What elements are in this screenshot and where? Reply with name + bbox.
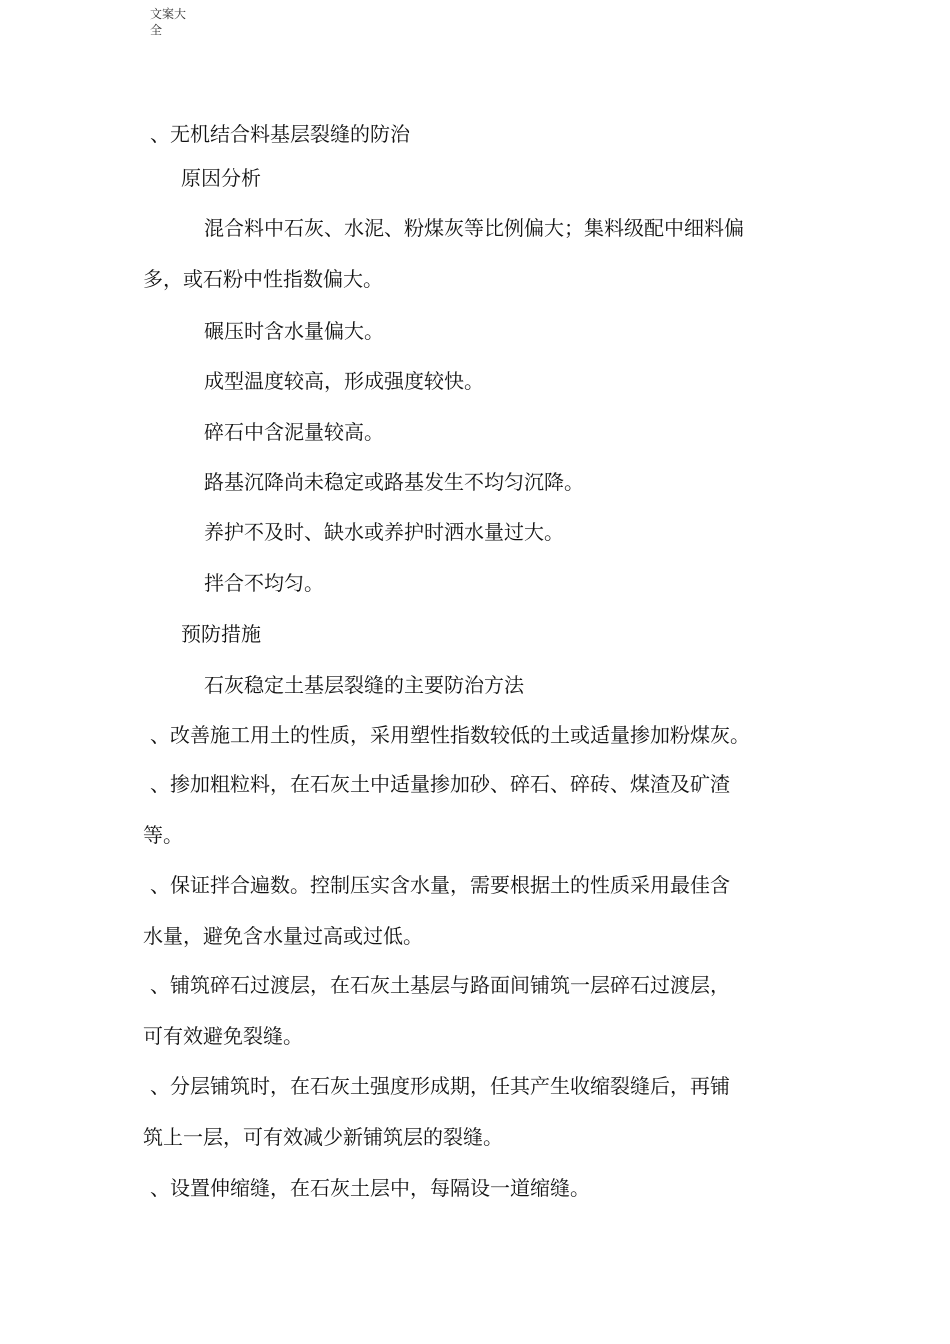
header-mark: 文案大全 <box>150 7 187 37</box>
measure-item: 、设置伸缩缝，在石灰土层中，每隔设一道缩缝。 <box>150 1176 590 1200</box>
cause-item: 拌合不均匀。 <box>204 571 324 595</box>
cause-item: 成型温度较高，形成强度较快。 <box>204 369 484 393</box>
measure-paragraph <box>143 1061 818 1163</box>
measure-line: 、掺加粗粒料，在石灰土中适量掺加砂、碎石、碎砖、煤渣及矿渣 <box>150 772 730 796</box>
measure-paragraph <box>143 759 818 861</box>
prevention-subheading: 石灰稳定土基层裂缝的主要防治方法 <box>204 673 524 697</box>
cause-paragraph <box>143 203 818 305</box>
cause-line: 混合料中石灰、水泥、粉煤灰等比例偏大；集料级配中细料偏 <box>204 216 744 240</box>
measure-paragraph <box>143 860 818 962</box>
cause-item: 养护不及时、缺水或养护时洒水量过大。 <box>204 520 564 544</box>
prevention-heading: 预防措施 <box>181 622 261 646</box>
cause-item: 路基沉降尚未稳定或路基发生不均匀沉降。 <box>204 470 584 494</box>
measure-item: 、改善施工用土的性质，采用塑性指数较低的土或适量掺加粉煤灰。 <box>150 723 750 747</box>
measure-line: 、铺筑碎石过渡层，在石灰土基层与路面间铺筑一层碎石过渡层， <box>150 973 730 997</box>
measure-line-continued: 筑上一层，可有效减少新铺筑层的裂缝。 <box>143 1125 503 1149</box>
measure-line-continued: 水量，避免含水量过高或过低。 <box>143 924 423 948</box>
measure-line-continued: 可有效避免裂缝。 <box>143 1024 303 1048</box>
cause-heading: 原因分析 <box>181 166 261 190</box>
measure-line-continued: 等。 <box>143 823 183 847</box>
measure-line: 、保证拌合遍数。控制压实含水量，需要根据土的性质采用最佳含 <box>150 873 730 897</box>
section-title: 、无机结合料基层裂缝的防治 <box>150 122 410 146</box>
measure-paragraph <box>143 960 818 1062</box>
cause-line-continued: 多，或石粉中性指数偏大。 <box>143 267 383 291</box>
cause-item: 碾压时含水量偏大。 <box>204 319 384 343</box>
cause-item: 碎石中含泥量较高。 <box>204 420 384 444</box>
measure-line: 、分层铺筑时，在石灰土强度形成期，任其产生收缩裂缝后，再铺 <box>150 1074 730 1098</box>
